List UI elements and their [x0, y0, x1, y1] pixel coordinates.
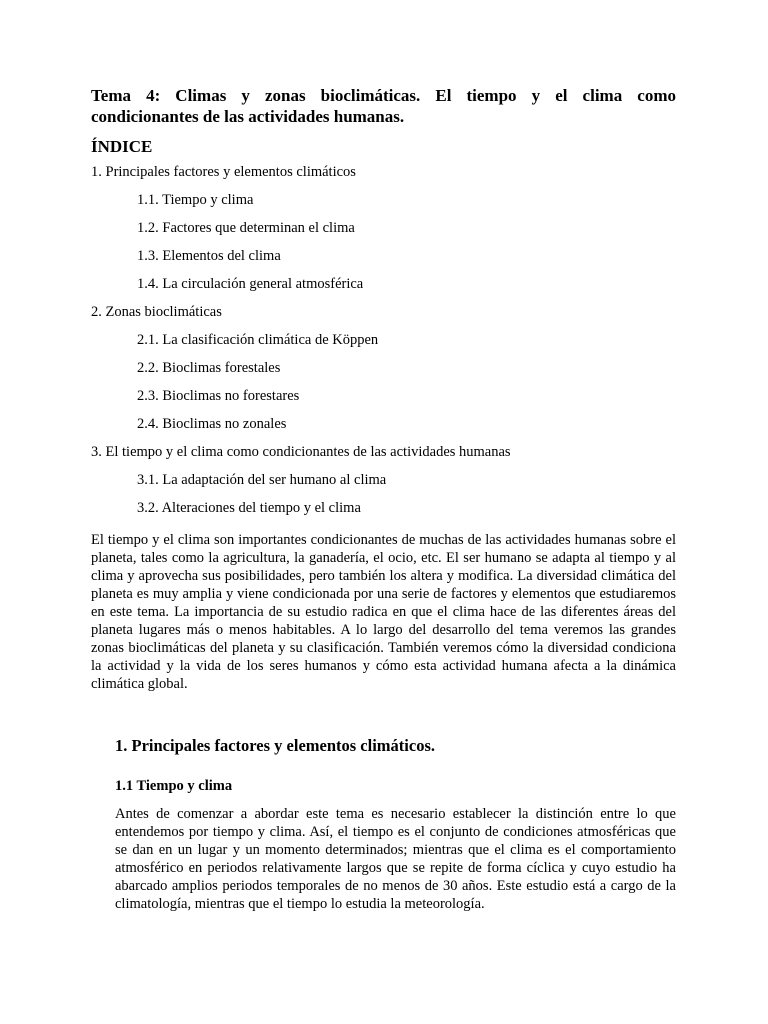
toc-entry: 3.2. Alteraciones del tiempo y el clima [137, 500, 361, 516]
intro-paragraph: El tiempo y el clima son importantes condicionantes de muchas de las actividades humanas sobre el planeta, tales como la agricultura, la ganadería, el ocio, etc. El ser humano se adapta al tiempo y al clima y aprovecha sus posibilidades, pero también los altera y modifica. La diversidad climática del planeta es muy amplia y viene condicionada por una serie de factores y elementos que estudiaremos en este tema. La importancia de su estudio radica en que el clima hace de las diferentes áreas del planeta lugares más o menos habitables. A lo largo del desarrollo del tema veremos las grandes zonas bioclimáticas del planeta y su clasificación. También veremos cómo la diversidad condiciona la actividad y la vida de los seres humanos y cómo esta actividad humana afecta a la dinámica climática global. [91, 532, 676, 692]
title-line-1: Tema 4: Climas y zonas bioclimáticas. El tiempo y el clima como [91, 86, 676, 105]
document-page [91, 85, 676, 912]
toc-entry: 1. Principales factores y elementos climáticos [91, 164, 356, 180]
toc-entry: 1.3. Elementos del clima [137, 248, 281, 264]
toc-entry: 2.4. Bioclimas no zonales [137, 416, 287, 432]
toc-entry: 2.2. Bioclimas forestales [137, 360, 281, 376]
toc-entry: 2. Zonas bioclimáticas [91, 304, 222, 320]
section-1-heading: 1. Principales factores y elementos climáticos. [115, 736, 435, 755]
section-1-1-heading: 1.1 Tiempo y clima [115, 778, 233, 794]
table-of-contents [91, 163, 676, 527]
toc-entry: 1.1. Tiempo y clima [137, 192, 254, 208]
title-line-2: condicionantes de las actividades humanas. [91, 107, 405, 126]
index-heading: ÍNDICE [91, 137, 153, 156]
toc-entry: 2.1. La clasificación climática de Köppen [137, 332, 379, 348]
toc-entry: 2.3. Bioclimas no forestares [137, 388, 300, 404]
toc-entry: 3. El tiempo y el clima como condicionantes de las actividades humanas [91, 444, 511, 460]
toc-entry: 3.1. La adaptación del ser humano al clima [137, 472, 387, 488]
section-1-1-paragraph: Antes de comenzar a abordar este tema es necesario establecer la distinción entre lo que entendemos por tiempo y clima. Así, el tiempo es el conjunto de condiciones atmosféricas que se dan en un lugar y un momento determinados; mientras que el clima es el comportamiento atmosférico en periodos relativamente largos que se repite de forma cíclica y cuyo estudio ha abarcado amplios periodos temporales de no menos de 30 años. Este estudio está a cargo de la climatología, mientras que el tiempo lo estudia la meteorología. [115, 806, 676, 912]
toc-entry: 1.2. Factores que determinan el clima [137, 220, 355, 236]
toc-entry: 1.4. La circulación general atmosférica [137, 276, 364, 292]
document-title [91, 85, 676, 127]
